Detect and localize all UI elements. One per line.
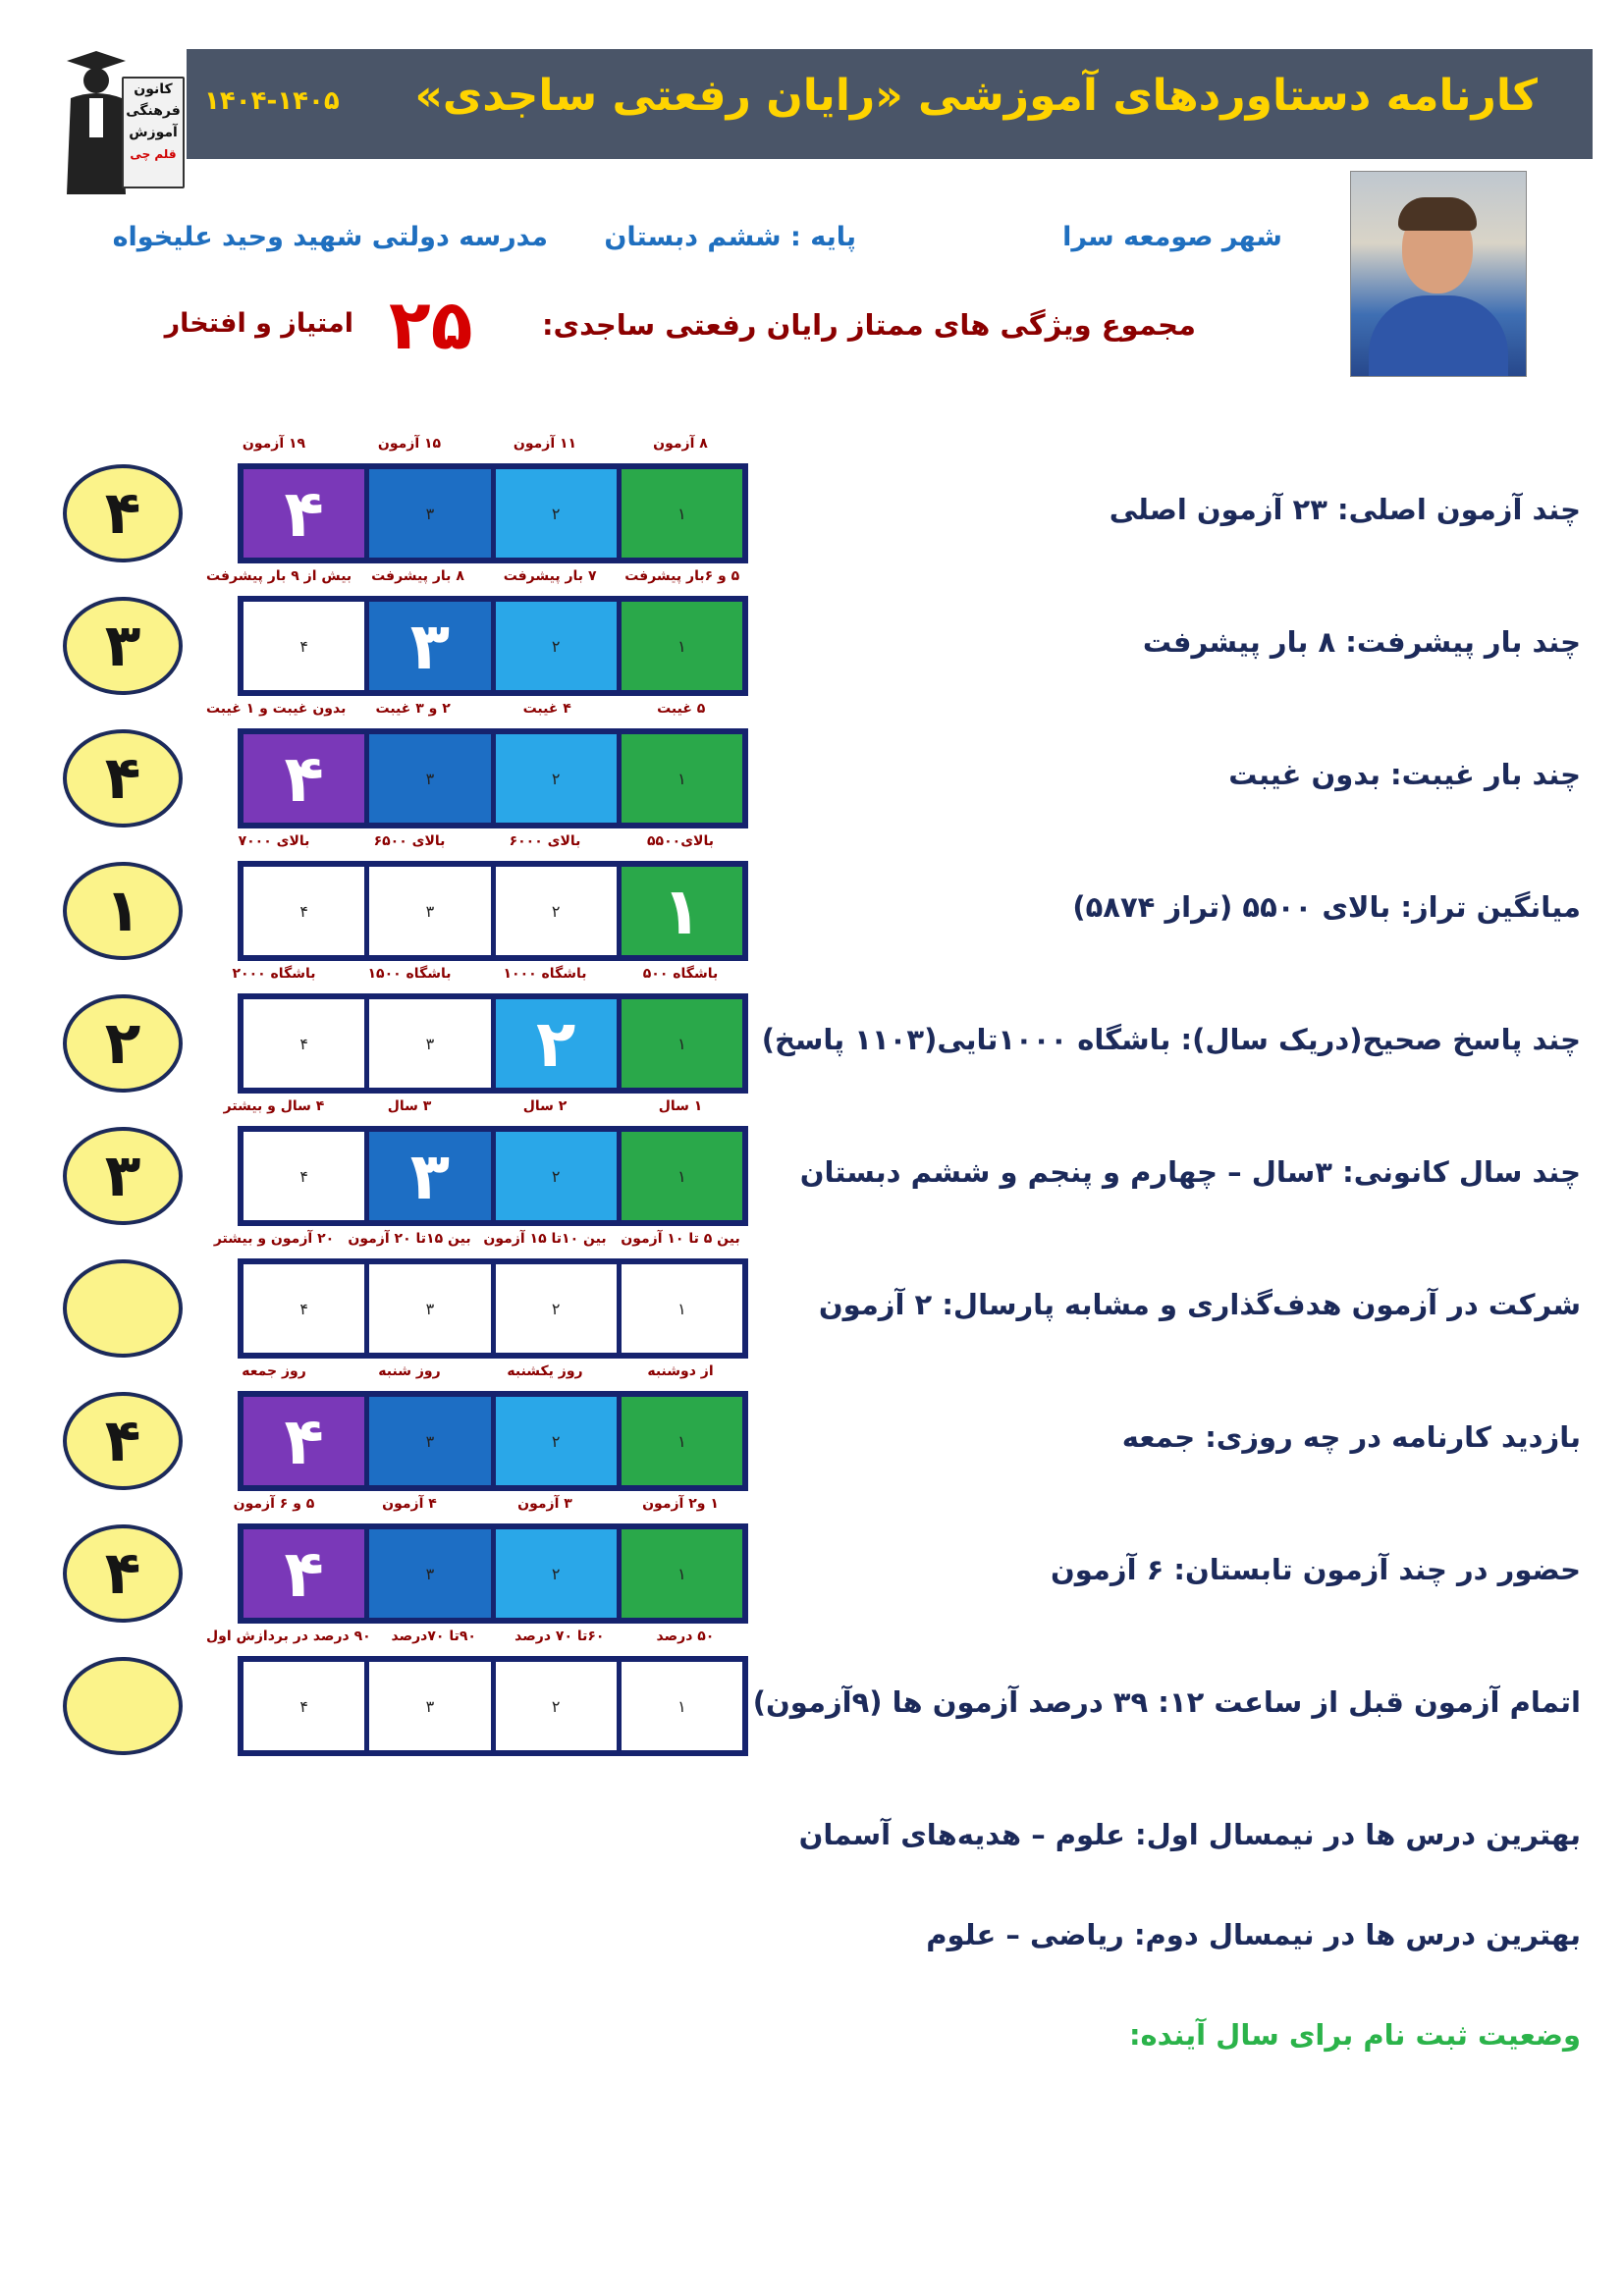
row-score-circle: ۴ — [63, 729, 183, 828]
level-cell-2: ۲ — [496, 1397, 617, 1485]
level-tick-label: ۱ و۲ آزمون — [642, 1496, 719, 1512]
level-bar — [238, 1391, 748, 1491]
level-cell-2: ۲ — [496, 1662, 617, 1750]
logo-text-4: قلم چی — [130, 147, 177, 161]
level-cell-4: ۴ — [244, 734, 364, 823]
level-tick-label: باشگاه ۱۵۰۰ — [367, 966, 452, 982]
kanoon-logo — [57, 47, 185, 194]
total-suffix: امتیاز و افتخار — [164, 308, 353, 339]
row-label: شرکت در آزمون هدف‌گذاری و مشابه پارسال: ۲ آزمون — [818, 1288, 1581, 1321]
row-score-circle: ۲ — [63, 994, 183, 1093]
level-cell-3: ۳ — [369, 602, 490, 690]
row-score-circle: ۴ — [63, 1392, 183, 1490]
level-cell-3: ۳ — [369, 999, 490, 1088]
registration-status: وضعیت ثبت نام برای سال آینده: — [1128, 2018, 1581, 2052]
level-cell-1: ۱ — [622, 602, 742, 690]
graduate-figure-icon — [57, 47, 126, 194]
level-ticks — [206, 1629, 748, 1650]
level-tick-label: ۲ سال — [522, 1098, 568, 1114]
level-tick-label: ۳ آزمون — [517, 1496, 572, 1512]
level-tick-label: باشگاه ۱۰۰۰ — [503, 966, 587, 982]
row-score-circle: ۱ — [63, 862, 183, 960]
level-ticks — [206, 1363, 748, 1385]
best-subjects-second-semester: بهترین درس ها در نیمسال دوم: ریاضی – علوم — [926, 1918, 1581, 1951]
logo-text-2: فرهنگی — [126, 103, 181, 119]
level-cell-1: ۱ — [622, 1132, 742, 1220]
level-tick-label: ۸ آزمون — [653, 436, 708, 452]
level-ticks — [206, 568, 748, 590]
level-tick-label: ۱۹ آزمون — [242, 436, 306, 452]
level-cell-3: ۳ — [369, 867, 490, 955]
level-cell-4: ۴ — [244, 602, 364, 690]
row-label: اتمام آزمون قبل از ساعت ۱۲: ۳۹ درصد آزمون ها (۹آزمون) — [752, 1685, 1581, 1719]
level-tick-label: بدون غیبت و ۱ غیبت — [205, 701, 347, 717]
student-school: مدرسه دولتی شهید وحید علیخواه — [112, 222, 548, 252]
level-tick-label: ۵ و ۶ آزمون — [233, 1496, 315, 1512]
level-tick-label: روز شنبه — [378, 1363, 441, 1379]
level-tick-label: باشگاه ۵۰۰ — [642, 966, 719, 982]
level-ticks — [206, 436, 748, 457]
level-tick-label: بین ۱۵تا ۲۰ آزمون — [348, 1231, 471, 1247]
level-cell-3: ۳ — [369, 469, 490, 558]
row-label: حضور در چند آزمون تابستان: ۶ آزمون — [1050, 1553, 1581, 1586]
page-title: کارنامه دستاوردهای آموزشی «رایان رفعتی ساجدی» — [414, 71, 1538, 121]
level-cell-2: ۲ — [496, 1529, 617, 1618]
logo-text-1: کانون — [134, 81, 173, 97]
level-tick-label: باشگاه ۲۰۰۰ — [232, 966, 316, 982]
level-bar — [238, 463, 748, 563]
best-subjects-first-semester: بهترین درس ها در نیمسال اول: علوم – هدیه‌های آسمان — [798, 1818, 1581, 1851]
level-cell-3: ۳ — [369, 1397, 490, 1485]
level-cell-1: ۱ — [622, 1264, 742, 1353]
logo-text-3: آموزش — [129, 125, 178, 140]
row-score-circle — [63, 1657, 183, 1755]
level-cell-4: ۴ — [244, 867, 364, 955]
level-cell-2: ۲ — [496, 734, 617, 823]
level-cell-3: ۳ — [369, 1662, 490, 1750]
level-tick-label: ۵۰ درصد — [656, 1629, 715, 1644]
row-score-circle: ۴ — [63, 1524, 183, 1623]
row-label: چند پاسخ صحیح(دریک سال): باشگاه ۱۰۰۰تایی(۱۱۰۳ پاسخ) — [761, 1023, 1581, 1056]
level-tick-label: ۹۰ درصد در برداز‌ش اول — [206, 1629, 371, 1644]
level-ticks — [206, 966, 748, 988]
level-tick-label: بالای ۶۰۰۰ — [509, 833, 581, 849]
level-tick-label: ۹۰تا ۷۰درصد — [391, 1629, 476, 1644]
level-cell-3: ۳ — [369, 734, 490, 823]
level-bar — [238, 1656, 748, 1756]
level-tick-label: ۱۱ آزمون — [513, 436, 577, 452]
level-tick-label: روز جمعه — [242, 1363, 306, 1379]
row-label: چند آزمون اصلی: ۲۳ آزمون اصلی — [1109, 493, 1581, 526]
row-label: چند سال کانونی: ۳سال – چهارم و پنجم و ششم دبستان — [799, 1155, 1581, 1189]
level-tick-label: ۵ غیبت — [657, 701, 706, 717]
level-tick-label: ۴ غیبت — [522, 701, 571, 717]
total-label: مجموع ویژگی های ممتاز رایان رفعتی ساجدی: — [541, 308, 1196, 342]
level-bar — [238, 728, 748, 828]
level-cell-1: ۱ — [622, 1397, 742, 1485]
academic-years: ۱۴۰۴-۱۴۰۵ — [204, 86, 340, 116]
level-tick-label: ۷ بار پیشرفت — [503, 568, 597, 584]
row-label: بازدید کارنامه در چه روزی: جمعه — [1121, 1420, 1581, 1454]
level-cell-1: ۱ — [622, 734, 742, 823]
level-tick-label: بیش از ۹ بار پیشرفت — [206, 568, 352, 584]
level-bar — [238, 1126, 748, 1226]
level-tick-label: ۴ سال و بیشتر — [223, 1098, 325, 1114]
level-cell-4: ۴ — [244, 999, 364, 1088]
level-cell-4: ۴ — [244, 469, 364, 558]
level-cell-2: ۲ — [496, 469, 617, 558]
level-cell-2: ۲ — [496, 602, 617, 690]
level-cell-4: ۴ — [244, 1397, 364, 1485]
level-cell-4: ۴ — [244, 1264, 364, 1353]
level-tick-label: ۲۰ آزمون و بیشتر — [213, 1231, 335, 1247]
level-cell-1: ۱ — [622, 867, 742, 955]
level-tick-label: ۶۰تا ۷۰ درصد — [514, 1629, 605, 1644]
level-cell-4: ۴ — [244, 1529, 364, 1618]
level-cell-4: ۴ — [244, 1662, 364, 1750]
row-label: میانگین تراز: بالای ۵۵۰۰ (تراز ۵۸۷۴) — [1072, 890, 1581, 924]
level-cell-2: ۲ — [496, 1264, 617, 1353]
row-label: چند بار غیبت: بدون غیبت — [1228, 758, 1581, 791]
level-ticks — [206, 701, 748, 722]
level-ticks — [206, 1496, 748, 1518]
row-score-circle: ۳ — [63, 597, 183, 695]
level-tick-label: ۴ آزمون — [382, 1496, 437, 1512]
level-cell-4: ۴ — [244, 1132, 364, 1220]
level-tick-label: بالای ۷۰۰۰ — [238, 833, 310, 849]
level-ticks — [206, 1231, 748, 1253]
level-ticks — [206, 833, 748, 855]
level-bar — [238, 596, 748, 696]
level-bar — [238, 1258, 748, 1359]
level-cell-2: ۲ — [496, 867, 617, 955]
level-tick-label: بین ۱۰تا ۱۵ آزمون — [483, 1231, 607, 1247]
level-cell-1: ۱ — [622, 999, 742, 1088]
level-cell-3: ۳ — [369, 1264, 490, 1353]
level-ticks — [206, 1098, 748, 1120]
level-tick-label: ۱۵ آزمون — [377, 436, 442, 452]
level-cell-1: ۱ — [622, 469, 742, 558]
level-tick-label: از دوشنبه — [647, 1363, 714, 1379]
level-tick-label: ۱ سال — [658, 1098, 703, 1114]
level-bar — [238, 861, 748, 961]
row-score-circle: ۴ — [63, 464, 183, 562]
level-cell-1: ۱ — [622, 1662, 742, 1750]
level-tick-label: ۵ و ۶بار پیشرفت — [624, 568, 740, 584]
level-tick-label: بالای۵۵۰۰ — [647, 833, 714, 849]
level-cell-3: ۳ — [369, 1132, 490, 1220]
level-cell-3: ۳ — [369, 1529, 490, 1618]
level-cell-2: ۲ — [496, 999, 617, 1088]
level-tick-label: ۸ بار پیشرفت — [371, 568, 464, 584]
level-tick-label: ۳ سال — [387, 1098, 432, 1114]
level-cell-1: ۱ — [622, 1529, 742, 1618]
row-score-circle — [63, 1259, 183, 1358]
level-tick-label: روز یکشنبه — [507, 1363, 583, 1379]
level-bar — [238, 993, 748, 1094]
level-bar — [238, 1523, 748, 1624]
student-photo — [1350, 171, 1527, 377]
level-tick-label: بالای ۶۵۰۰ — [373, 833, 446, 849]
student-city: شهر صومعه سرا — [1062, 222, 1282, 252]
row-label: چند بار پیشرفت: ۸ بار پیشرفت — [1142, 625, 1581, 659]
student-grade: پایه : ششم دبستان — [604, 222, 856, 252]
total-score: ۲۵ — [389, 285, 473, 365]
level-tick-label: بین ۵ تا ۱۰ آزمون — [621, 1231, 740, 1247]
level-cell-2: ۲ — [496, 1132, 617, 1220]
row-score-circle: ۳ — [63, 1127, 183, 1225]
level-tick-label: ۲ و ۳ غیبت — [375, 701, 451, 717]
